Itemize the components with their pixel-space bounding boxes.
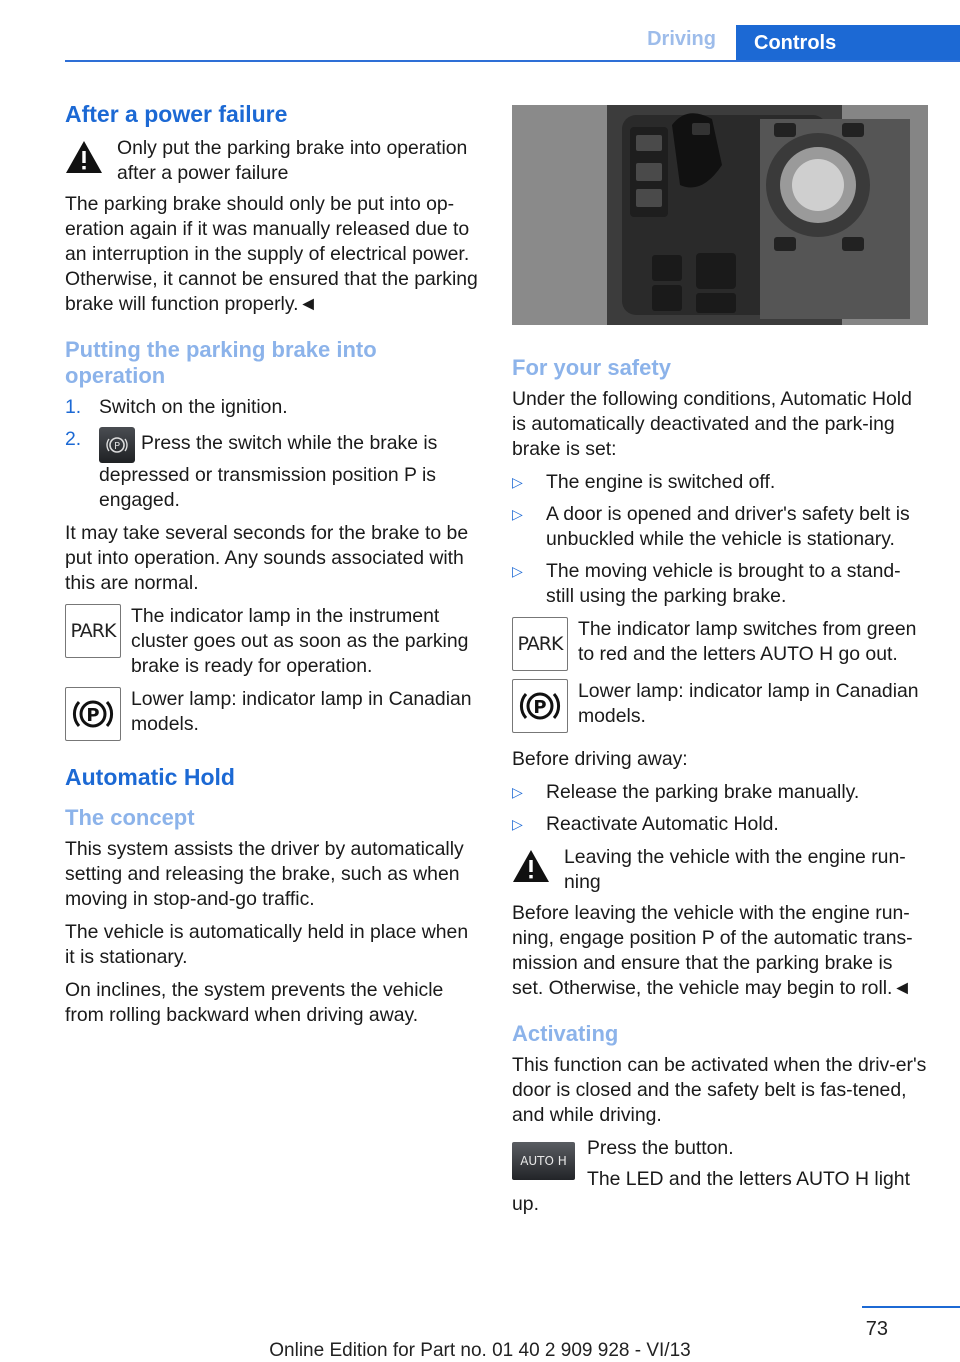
power-failure-heading: After a power failure: [65, 101, 288, 127]
header-divider: [65, 60, 960, 62]
list-item: ▷ The engine is switched off.: [512, 471, 776, 493]
auto-hold-instruction: [512, 1136, 928, 1217]
warning-triangle-icon: [512, 849, 550, 883]
park-indicator-icon: PARK: [512, 617, 568, 671]
canadian-indicator-row: [512, 679, 928, 733]
led-text: The LED and the letters AUTO H light up.: [512, 1168, 910, 1215]
warning-text: Only put the parking brake into operation after a power failure: [117, 137, 468, 184]
list-item: ▷ Reactivate Automatic Hold.: [512, 813, 779, 835]
list-item: ▷ The moving vehicle is brought to a stand-still using the parking brake.: [512, 560, 901, 607]
footer-edition: Online Edition for Part no. 01 40 2 909 928 - VI/13: [269, 1340, 691, 1361]
svg-text:P: P: [86, 705, 100, 726]
canadian-indicator-row: [65, 687, 483, 741]
park-indicator-row: [65, 604, 483, 679]
auto-h-button-icon: AUTO H: [512, 1142, 575, 1180]
page-number: 73: [865, 1318, 888, 1340]
right-column: [512, 105, 928, 1217]
step-number: 1.: [65, 396, 82, 418]
press-button-text: Press the button.: [587, 1137, 734, 1159]
park-indicator-row: [512, 617, 928, 671]
power-failure-warning: [65, 136, 483, 186]
leaving-vehicle-body: Before leaving the vehicle with the engine run-ning, engage position P of the automatic trans-mission and ensure that the parking brake is set. Otherwise, the vehicle may begin to roll.◄: [512, 902, 913, 999]
parking-brake-p-icon: [65, 687, 121, 741]
step-number: 2.: [65, 428, 82, 450]
leaving-vehicle-warning: [512, 845, 928, 895]
warning-triangle-icon: [65, 140, 103, 174]
park-indicator-text: The indicator lamp in the instrument cluster goes out as soon as the parking brake is ready for operation.: [131, 605, 469, 677]
step-text: Press the switch while the brake is depressed or transmission position P is engaged.: [99, 432, 438, 511]
center-console-photo: [512, 105, 928, 325]
operation-steps: [65, 395, 483, 513]
concept-heading: The concept: [65, 805, 195, 830]
footer-divider: [862, 1306, 960, 1308]
before-driving-label: Before driving away:: [512, 748, 688, 770]
parking-brake-p-icon: [512, 679, 568, 733]
operation-heading: Putting the parking brake into operation: [65, 337, 377, 388]
left-column: [65, 100, 483, 1036]
safety-intro: Under the following conditions, Automatic Hold is automatically deactivated and the park-ing brake is set:: [512, 388, 912, 460]
canadian-indicator-text: Lower lamp: indicator lamp in Canadian models.: [578, 680, 919, 727]
operation-note: It may take several seconds for the brake to be put into operation. Any sounds associated with this are normal.: [65, 522, 469, 594]
canadian-indicator-text: Lower lamp: indicator lamp in Canadian models.: [131, 688, 472, 735]
safety-heading: For your safety: [512, 355, 671, 380]
automatic-hold-heading: Automatic Hold: [65, 764, 235, 790]
list-item: [65, 395, 483, 420]
parking-brake-switch-icon: [99, 427, 135, 463]
park-indicator-text: The indicator lamp switches from green to red and the letters AUTO H go out.: [578, 618, 917, 665]
park-indicator-icon: PARK: [65, 604, 121, 658]
list-item: ▷ Release the parking brake manually.: [512, 781, 860, 803]
activating-heading: Activating: [512, 1021, 619, 1046]
power-failure-body: The parking brake should only be put into op-eration again if it was manually released due to an interruption in the supply of electrical power. Otherwise, it cannot be ensured that the parking brake will function properly.◄: [65, 193, 478, 315]
activating-body: This function can be activated when the driv-er's door is closed and the safety belt is fas-tened, and while driving.: [512, 1054, 927, 1126]
svg-text:P: P: [533, 697, 547, 718]
concept-paragraph-3: On inclines, the system prevents the vehicle from rolling backward when driving away.: [65, 979, 444, 1026]
concept-paragraph-1: This system assists the driver by automatically setting and releasing the brake, such as when moving in stop-and-go traffic.: [65, 838, 464, 910]
warning-text: Leaving the vehicle with the engine run-ning: [564, 846, 906, 893]
list-item: ▷ A door is opened and driver's safety belt is unbuckled while the vehicle is stationary.: [512, 503, 910, 550]
before-driving-list: [512, 780, 928, 837]
list-item: [65, 427, 483, 513]
svg-text:P: P: [113, 441, 121, 452]
step-text: Switch on the ignition.: [99, 396, 288, 418]
concept-paragraph-2: The vehicle is automatically held in place when it is stationary.: [65, 921, 469, 968]
header-chapter-tab: Controls: [736, 25, 960, 62]
safety-conditions-list: [512, 470, 928, 609]
header-section-label: Driving: [647, 28, 716, 50]
